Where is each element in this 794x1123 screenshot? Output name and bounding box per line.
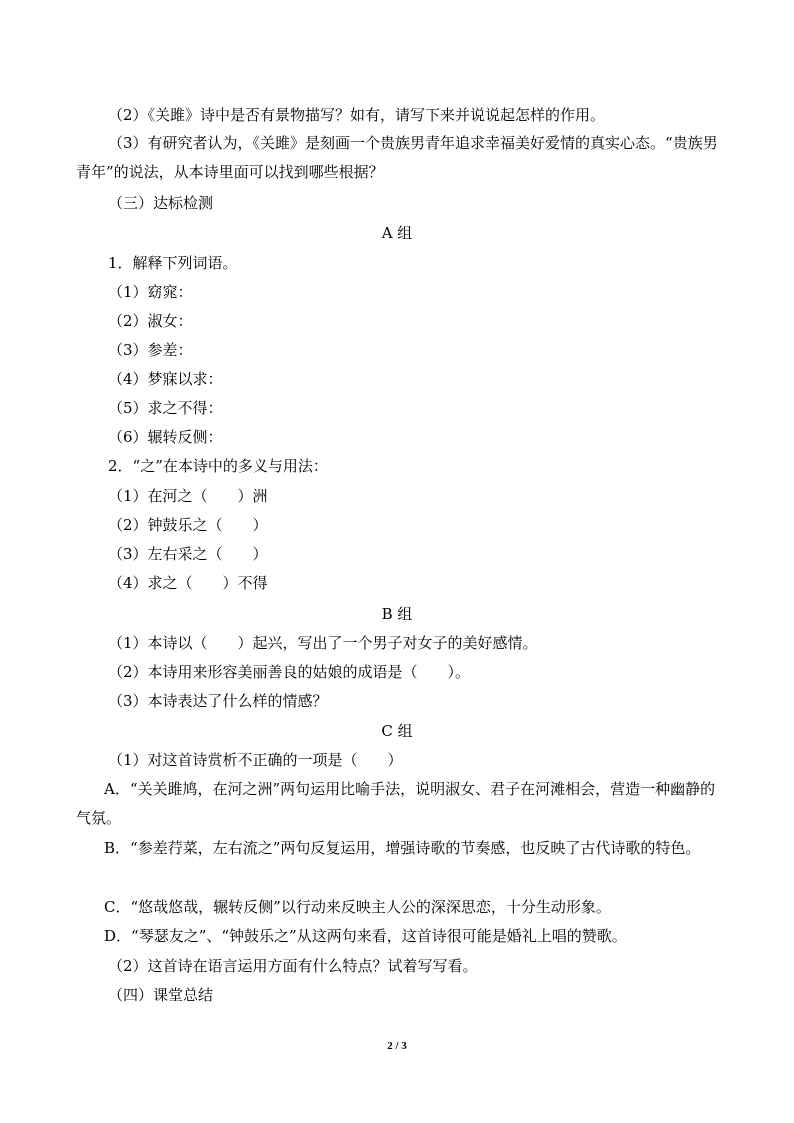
page-number: 2 / 3 [387,1040,407,1052]
a-item-1-1: （1）窈窕： [108,283,193,301]
c-question-2: （2）这首诗在语言运用方面有什么特点？试着写写看。 [108,957,478,975]
a-item-1-6: （6）辗转反侧： [108,428,223,446]
b-question-2: （2）本诗用来形容美丽善良的姑娘的成语是（ ）。 [108,663,471,681]
c-option-a: A．“关关雎鸠，在河之洲”两句运用比喻手法，说明淑女、君子在河滩相会，营造一种幽静的气氛。 [76,780,716,827]
section-heading-3: （三）达标检测 [108,194,214,212]
b-question-1: （1）本诗以（ ）起兴，写出了一个男子对女子的美好感情。 [108,634,538,652]
c-option-b: B．“参差荇菜，左右流之”两句反复运用，增强诗歌的节奏感，也反映了古代诗歌的特色。 [104,839,701,857]
a-item-1-3: （3）参差： [108,341,193,359]
question-3: （3）有研究者认为，《关雎》是刻画一个贵族男青年追求幸福美好爱情的真实心态。“贵族男青年”的说法，从本诗里面可以找到哪些根据？ [76,134,718,181]
a-item-2-4: （4）求之（ ）不得 [108,574,268,592]
a-question-1: 1．解释下列词语。 [108,254,238,272]
a-item-2-3: （3）左右采之（ ） [108,545,268,563]
b-question-3: （3）本诗表达了什么样的情感？ [108,692,328,710]
c-option-c: C．“悠哉悠哉，辗转反侧”以行动来反映主人公的深深思恋，十分生动形象。 [104,898,611,916]
group-a-heading: A 组 [381,224,413,242]
a-item-1-2: （2）淑女： [108,312,193,330]
c-option-d: D．“琴瑟友之”、“钟鼓乐之”从这两句来看，这首诗很可能是婚礼上唱的赞歌。 [104,927,627,945]
question-2: （2）《关雎》诗中是否有景物描写？如有，请写下来并说说起怎样的作用。 [108,106,606,124]
a-question-2: 2．“之”在本诗中的多义与用法： [108,457,328,475]
a-item-1-4: （4）梦寐以求： [108,370,223,388]
a-item-2-2: （2）钟鼓乐之（ ） [108,516,268,534]
group-b-heading: B 组 [381,605,413,623]
a-item-2-1: （1）在河之（ ）洲 [108,487,268,505]
a-item-1-5: （5）求之不得： [108,399,223,417]
c-question-1: （1）对这首诗赏析不正确的一项是（ ） [108,751,403,769]
group-c-heading: C 组 [381,722,413,740]
section-heading-4: （四）课堂总结 [108,986,214,1004]
